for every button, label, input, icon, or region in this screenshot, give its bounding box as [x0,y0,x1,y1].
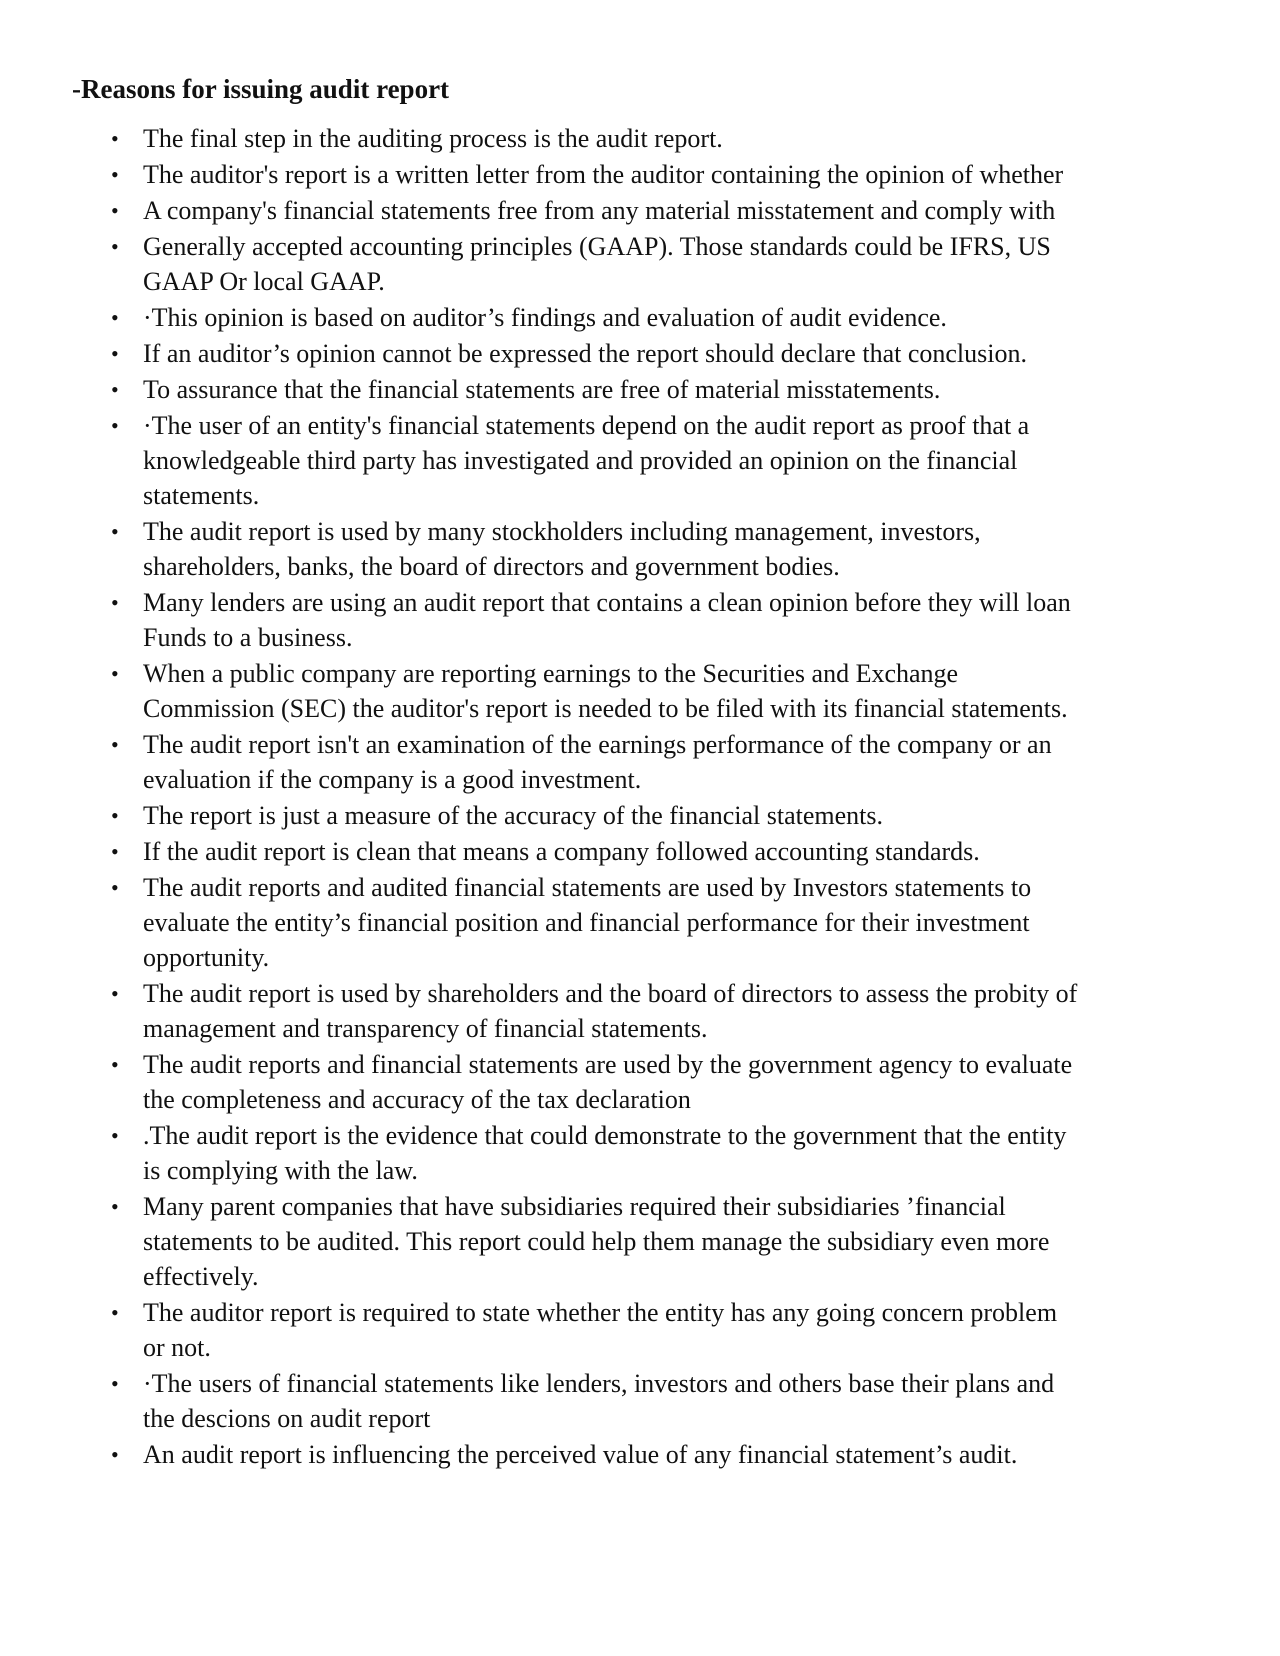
list-item [0,157,1077,192]
bullet-icon: • [111,519,119,544]
list-item [0,1189,1077,1294]
list-item-text-line: opportunity. [143,943,270,972]
list-item-text-line: A company's financial statements free from any material misstatement and comply with [143,196,1056,225]
list-item [0,1295,1077,1365]
list-item-text-line: The audit reports and financial statements are used by the government agency to evaluate [143,1050,1073,1079]
list-item-text-line: effectively. [143,1262,259,1291]
list-item [0,408,1077,513]
list-item [0,585,1077,655]
list-item-text-line: Commission (SEC) the auditor's report is needed to be filed with its financial statements. [143,694,1068,723]
list-item-text-line: management and transparency of financial statements. [143,1014,708,1043]
list-item [0,1047,1077,1117]
bullet-icon: • [111,413,119,438]
list-item [0,372,1077,407]
list-item-text-line: ·The users of financial statements like lenders, investors and others base their plans and [143,1369,1055,1398]
list-item-text-line: Generally accepted accounting principles (GAAP). Those standards could be IFRS, US [143,232,1051,261]
list-item-text-line: The audit report is used by shareholders and the board of directors to assess the probity of [143,979,1078,1008]
list-item-text-line: ·This opinion is based on auditor’s findings and evaluation of audit evidence. [143,303,947,332]
list-item-text-line: The final step in the auditing process is the audit report. [143,124,723,153]
list-item-text-line: or not. [143,1333,211,1362]
list-item-text-line: Many parent companies that have subsidiaries required their subsidiaries ’financial [143,1192,1006,1221]
bullet-icon: • [111,803,119,828]
list-item-text-line: If an auditor’s opinion cannot be expressed the report should declare that conclusion. [143,339,1027,368]
list-item [0,1118,1077,1188]
list-item-text-line: The audit report is used by many stockholders including management, investors, [143,517,981,546]
list-item [0,193,1077,228]
bullet-icon: • [111,1194,119,1219]
list-item-text-line: .The audit report is the evidence that could demonstrate to the government that the entity [143,1121,1067,1150]
bullet-icon: • [111,1371,119,1396]
list-item-text-line: To assurance that the financial statements are free of material misstatements. [143,375,941,404]
list-item [0,656,1077,726]
list-item [0,798,1077,833]
list-item [0,514,1077,584]
list-item-text-line: the descions on audit report [143,1404,431,1433]
list-item-text-line: the completeness and accuracy of the tax declaration [143,1085,691,1114]
list-item [0,229,1077,299]
list-item-text-line: ·The user of an entity's financial statements depend on the audit report as proof that a [143,411,1030,440]
list-item-text-line: The report is just a measure of the accuracy of the financial statements. [143,801,883,830]
list-item-text-line: The auditor report is required to state whether the entity has any going concern problem [143,1298,1058,1327]
list-item-text-line: If the audit report is clean that means a company followed accounting standards. [143,837,980,866]
bullet-icon: • [111,234,119,259]
list-item-text-line: The audit reports and audited financial statements are used by Investors statements to [143,873,1032,902]
list-item-text-line: Funds to a business. [143,623,353,652]
bullet-icon: • [111,839,119,864]
list-item-text-line: statements to be audited. This report could help them manage the subsidiary even more [143,1227,1050,1256]
list-item-text-line: The audit report isn't an examination of the earnings performance of the company or an [143,730,1052,759]
bullet-icon: • [111,590,119,615]
list-item-text-line: knowledgeable third party has investigated and provided an opinion on the financial [143,446,1018,475]
bullet-icon: • [111,126,119,151]
list-item [0,300,1077,335]
list-item-text-line: An audit report is influencing the perceived value of any financial statement’s audit. [143,1440,1018,1469]
list-item-text-line: statements. [143,481,260,510]
list-item [0,336,1077,371]
list-item-text-line: GAAP Or local GAAP. [143,267,385,296]
bullet-icon: • [111,305,119,330]
bullet-icon: • [111,732,119,757]
list-item [0,727,1077,797]
bullet-icon: • [111,1052,119,1077]
list-item-text-line: evaluation if the company is a good investment. [143,765,642,794]
list-item-text-line: When a public company are reporting earnings to the Securities and Exchange [143,659,959,688]
bullet-icon: • [111,1123,119,1148]
list-item-text-line: evaluate the entity’s financial position and financial performance for their investment [143,908,1030,937]
reasons-list [0,121,1077,1473]
bullet-icon: • [111,1442,119,1467]
list-item-text-line: is complying with the law. [143,1156,418,1185]
list-item [0,834,1077,869]
section-heading: -Reasons for issuing audit report [72,74,450,104]
list-item [0,870,1077,975]
list-item [0,976,1077,1046]
bullet-icon: • [111,162,119,187]
bullet-icon: • [111,377,119,402]
bullet-icon: • [111,341,119,366]
list-item-text-line: The auditor's report is a written letter from the auditor containing the opinion of whether [143,160,1064,189]
bullet-icon: • [111,875,119,900]
list-item [0,1366,1077,1436]
bullet-icon: • [111,1300,119,1325]
bullet-icon: • [111,981,119,1006]
list-item [0,1437,1077,1472]
list-item-text-line: Many lenders are using an audit report that contains a clean opinion before they will loan [143,588,1071,617]
list-item-text-line: shareholders, banks, the board of directors and government bodies. [143,552,840,581]
bullet-icon: • [111,198,119,223]
list-item [0,121,1077,156]
bullet-icon: • [111,661,119,686]
